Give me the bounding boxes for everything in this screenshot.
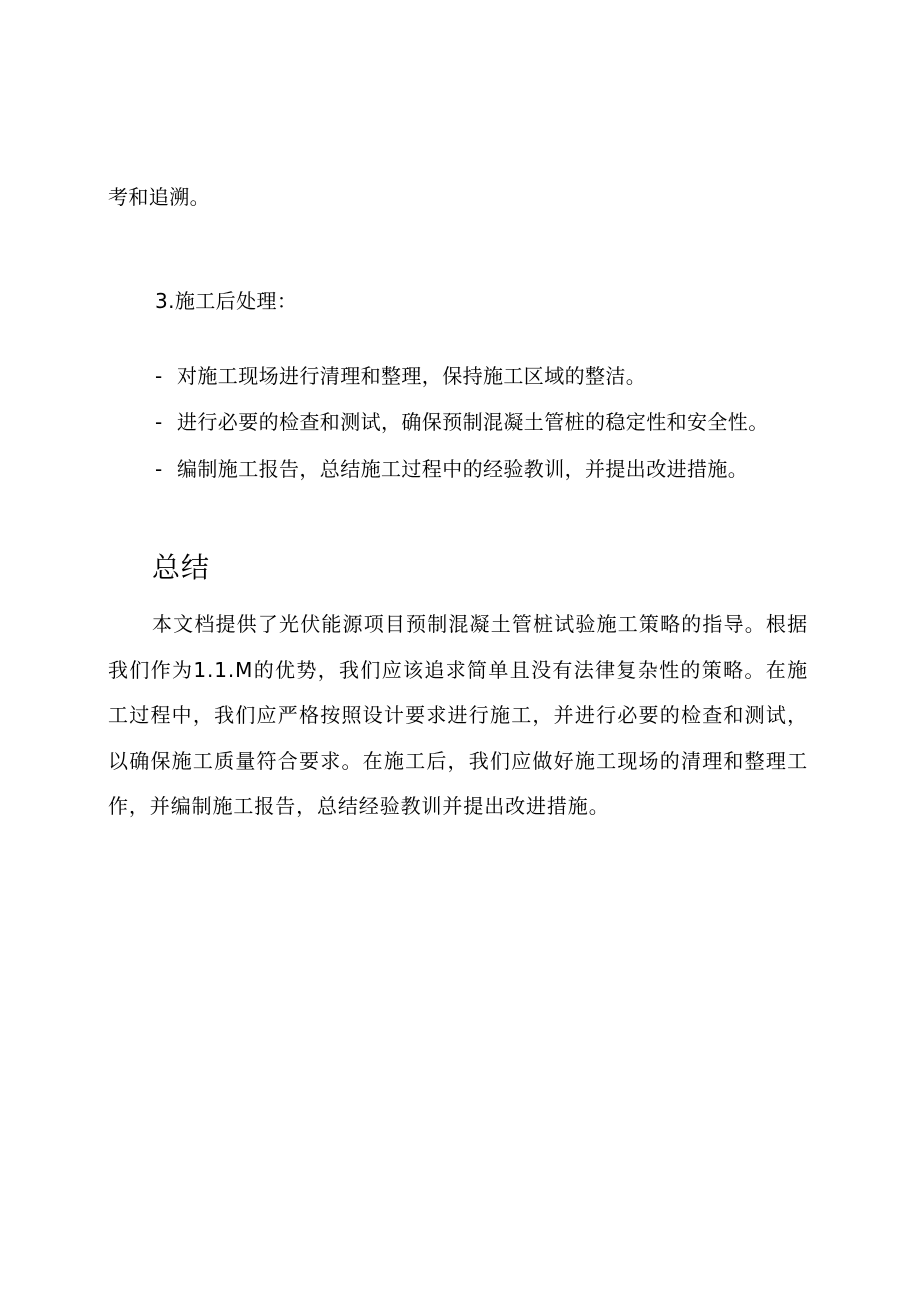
list-item — [155, 408, 769, 436]
list-item-text: 进行必要的检查和测试，确保预制混凝土管桩的稳定性和安全性。 — [177, 410, 769, 434]
list-item — [155, 362, 646, 390]
list-item-text: 编制施工报告，总结施工过程中的经验教训，并提出改进措施。 — [177, 457, 749, 481]
summary-heading: 总结 — [152, 551, 211, 584]
list-item-marker: - — [155, 410, 163, 434]
summary-paragraph: 本文档提供了光伏能源项目预制混凝土管桩试验施工策略的指导。根据我们作为1.1.M的优势，我们应该追求简单且没有法律复杂性的策略。在施工过程中，我们应严格按照设计要求进行施工，并进行必要的检查和测试，以确保施工质量符合要求。在施工后，我们应做好施工现场的清理和整理工作，并编制施工报告，总结经验教训并提出改进措施。 — [108, 612, 808, 818]
list-item-marker: - — [155, 364, 163, 388]
list-item-marker: - — [155, 457, 163, 481]
list-item-text: 对施工现场进行清理和整理，保持施工区域的整洁。 — [177, 364, 647, 388]
section-3-subheading: 3.施工后处理： — [155, 289, 298, 313]
continuation-text: 考和追溯。 — [108, 185, 210, 209]
list-item — [155, 455, 748, 483]
